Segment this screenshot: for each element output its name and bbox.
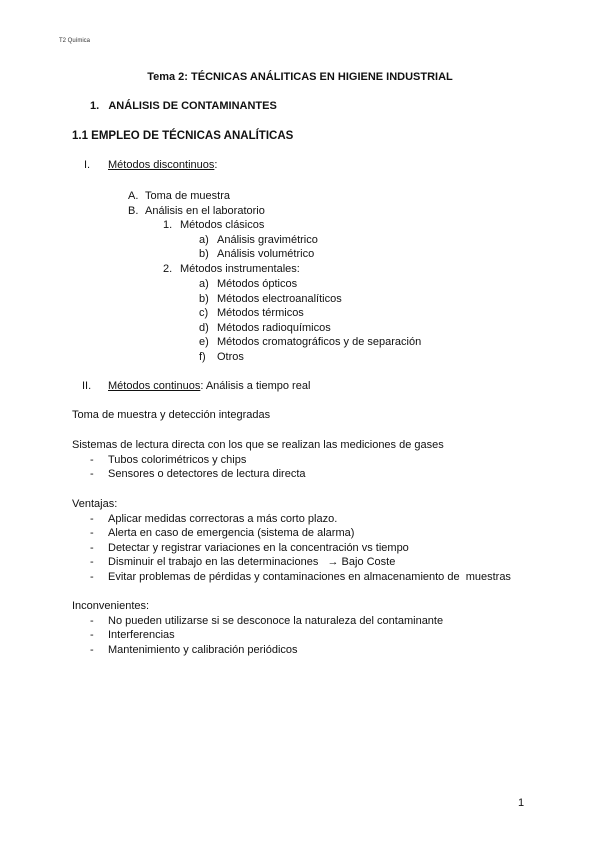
section-1-number: 1. bbox=[90, 100, 100, 112]
metodos-discontinuos-label: Métodos discontinuos bbox=[108, 159, 215, 171]
document-title: Tema 2: TÉCNICAS ANÁLITICAS EN HIGIENE INDUSTRIAL bbox=[147, 71, 453, 83]
inconvenientes-heading: Inconvenientes: bbox=[72, 600, 150, 612]
list-item: Métodos electroanalíticos bbox=[217, 293, 342, 305]
roman-i-suffix: : bbox=[214, 159, 218, 171]
list-marker: f) bbox=[199, 351, 206, 363]
section-1-label: ANÁLISIS DE CONTAMINANTES bbox=[108, 100, 277, 112]
dash-marker: - bbox=[90, 615, 94, 627]
list-item: Mantenimiento y calibración periódicos bbox=[108, 644, 298, 656]
ventajas-heading: Ventajas: bbox=[72, 498, 118, 510]
list-item: Análisis en el laboratorio bbox=[145, 205, 265, 217]
list-item: No pueden utilizarse si se desconoce la naturaleza del contaminante bbox=[108, 615, 444, 627]
list-item: Disminuir el trabajo en las determinaciones → Bajo Coste bbox=[108, 556, 396, 568]
paragraph-toma-muestra: Toma de muestra y detección integradas bbox=[72, 409, 271, 421]
list-marker: 1. bbox=[163, 219, 173, 231]
list-item: Análisis gravimétrico bbox=[217, 234, 318, 246]
list-item: Evitar problemas de pérdidas y contaminaciones en almacenamiento de muestras bbox=[108, 571, 511, 583]
dash-marker: - bbox=[90, 629, 94, 641]
list-marker: d) bbox=[199, 322, 209, 334]
list-item: Métodos instrumentales: bbox=[180, 263, 300, 275]
dash-marker: - bbox=[90, 542, 94, 554]
roman-i-item bbox=[108, 159, 217, 171]
list-item: Toma de muestra bbox=[145, 190, 230, 202]
page-header: T2 Química bbox=[59, 38, 91, 44]
list-item: Métodos ópticos bbox=[217, 278, 298, 290]
dash-marker: - bbox=[90, 527, 94, 539]
list-marker: B. bbox=[128, 205, 139, 217]
list-item: Detectar y registrar variaciones en la concentración vs tiempo bbox=[108, 542, 409, 554]
list-item: Alerta en caso de emergencia (sistema de alarma) bbox=[108, 527, 355, 539]
paragraph-sistemas: Sistemas de lectura directa con los que se realizan las mediciones de gases bbox=[72, 439, 444, 451]
list-item: Métodos cromatográficos y de separación bbox=[217, 336, 422, 348]
list-item: Interferencias bbox=[108, 629, 175, 641]
list-item: Aplicar medidas correctoras a más corto plazo. bbox=[108, 513, 338, 525]
list-item: Otros bbox=[217, 351, 244, 363]
roman-ii-suffix: : Análisis a tiempo real bbox=[200, 380, 311, 392]
dash-marker: - bbox=[90, 454, 94, 466]
page-number: 1 bbox=[518, 797, 525, 809]
list-item: Análisis volumétrico bbox=[217, 248, 315, 260]
dash-marker: - bbox=[90, 556, 94, 568]
dash-marker: - bbox=[90, 571, 94, 583]
list-item: Métodos clásicos bbox=[180, 219, 265, 231]
list-marker: a) bbox=[199, 234, 209, 246]
list-item: Métodos radioquímicos bbox=[217, 322, 331, 334]
roman-i-marker: I. bbox=[84, 159, 91, 171]
metodos-continuos-label: Métodos continuos bbox=[108, 380, 201, 392]
list-marker: 2. bbox=[163, 263, 173, 275]
list-marker: b) bbox=[199, 293, 209, 305]
section-1-1-heading: 1.1 EMPLEO DE TÉCNICAS ANALÍTICAS bbox=[72, 130, 294, 142]
dash-marker: - bbox=[90, 468, 94, 480]
list-item: Sensores o detectores de lectura directa bbox=[108, 468, 306, 480]
list-marker: e) bbox=[199, 336, 209, 348]
list-item: Tubos colorimétricos y chips bbox=[108, 454, 247, 466]
list-item: Métodos térmicos bbox=[217, 307, 304, 319]
list-marker: c) bbox=[199, 307, 209, 319]
roman-ii-item bbox=[108, 380, 310, 392]
dash-marker: - bbox=[90, 644, 94, 656]
list-marker: A. bbox=[128, 190, 139, 202]
roman-ii-marker: II. bbox=[82, 380, 92, 392]
list-marker: a) bbox=[199, 278, 209, 290]
list-marker: b) bbox=[199, 248, 209, 260]
dash-marker: - bbox=[90, 513, 94, 525]
section-1-heading bbox=[90, 100, 277, 112]
